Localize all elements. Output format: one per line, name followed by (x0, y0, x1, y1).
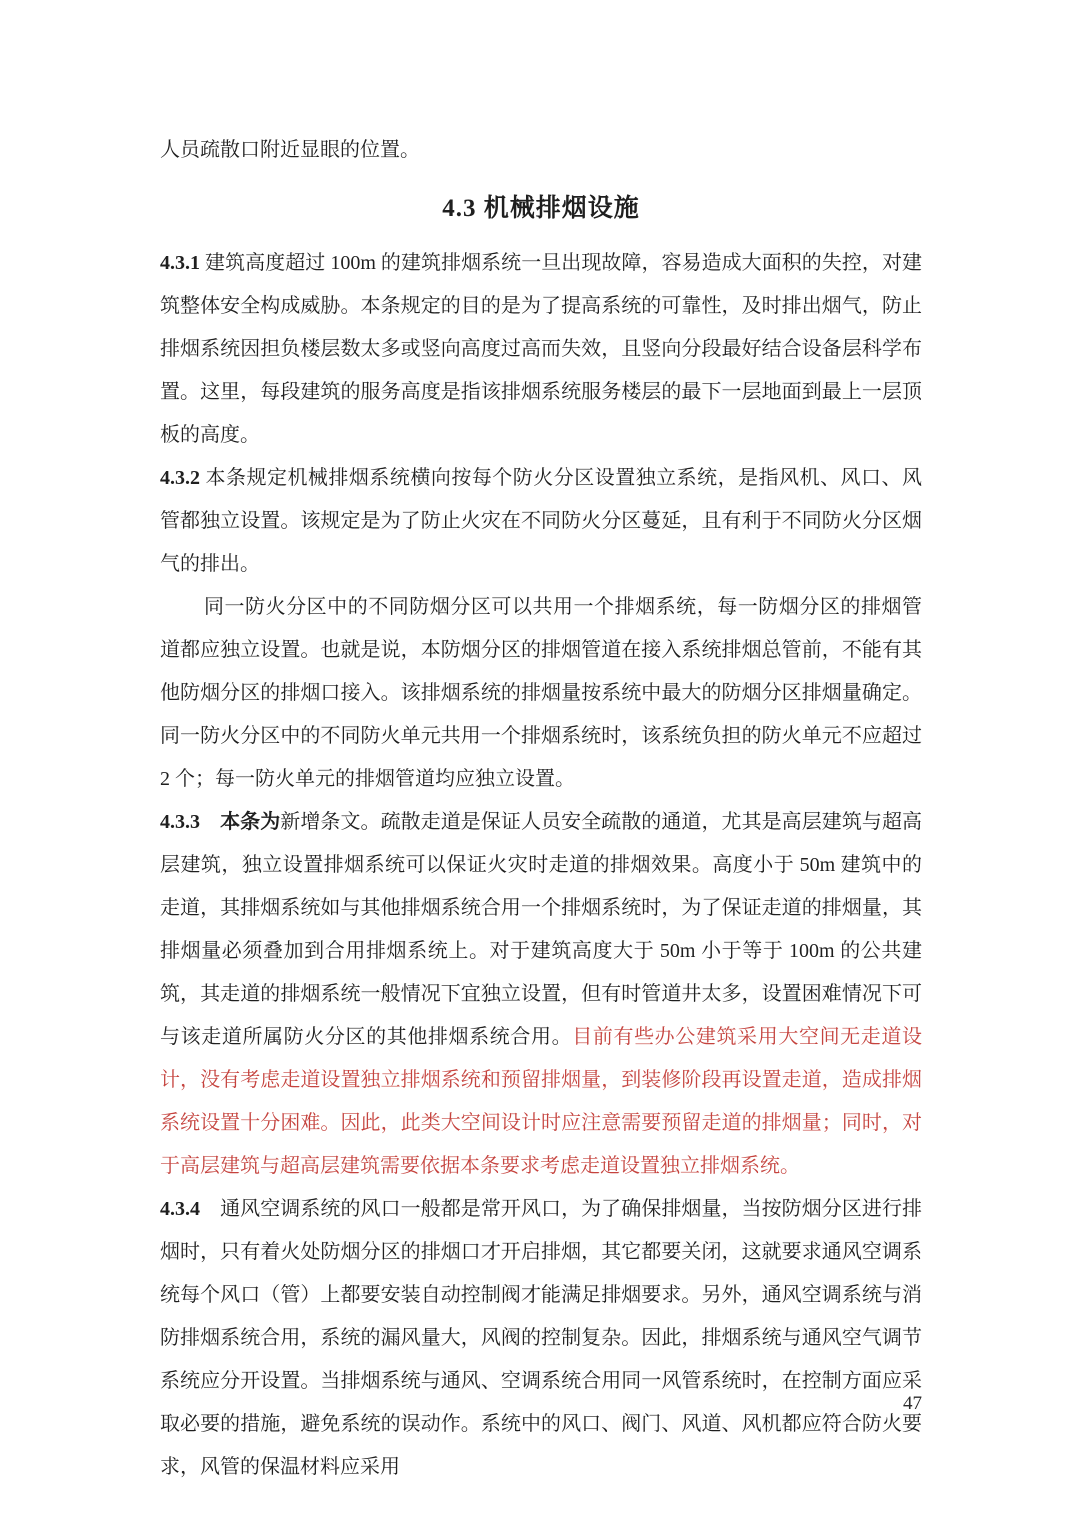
body-text: 建筑高度超过 100m 的建筑排烟系统一旦出现故障，容易造成大面积的失控，对建筑整体安全构成威胁。本条规定的目的是为了提高系统的可靠性，及时排出烟气，防止排烟系统因担负楼层数太多或竖向高度过高而失效，且竖向分段最好结合设备层科学布置。这里，每段建筑的服务高度是指该排烟系统服务楼层的最下一层地面到最上一层顶板的高度。 (160, 252, 922, 446)
paragraph-continuation: 人员疏散口附近显眼的位置。 (160, 139, 420, 161)
page-number: 47 (903, 1393, 922, 1414)
paragraph (160, 1188, 922, 1489)
paragraph (160, 457, 922, 586)
clause-number: 4.3.3 (160, 811, 221, 833)
body-text: 新增条文。疏散走道是保证人员安全疏散的通道，尤其是高层建筑与超高层建筑，独立设置排烟系统可以保证火灾时走道的排烟效果。高度小于 50m 建筑中的走道，其排烟系统如与其他排烟系统合用一个排烟系统时，为了保证走道的排烟量，其排烟量必须叠加到合用排烟系统上。对于建筑高度大于 50m 小于等于 100m 的公共建筑，其走道的排烟系统一般情况下宜独立设置，但有时管道井太多，设置困难情况下可与该走道所属防火分区的其他排烟系统合用。 (160, 811, 923, 1048)
paragraph (160, 586, 922, 801)
section-heading: 4.3 机械排烟设施 (442, 195, 640, 222)
paragraphs (160, 242, 922, 1489)
body-text: 同一防火分区中的不同防烟分区可以共用一个排烟系统，每一防烟分区的排烟管道都应独立设置。也就是说，本防烟分区的排烟管道在接入系统排烟总管前，不能有其他防烟分区的排烟口接入。该排烟系统的排烟量按系统中最大的防烟分区排烟量确定。同一防火分区中的不同防火单元共用一个排烟系统时，该系统负担的防火单元不应超过 2 个；每一防火单元的排烟管道均应独立设置。 (160, 596, 922, 790)
emphasis-red-text: 目前有些办公建筑采用大空间无走道设计，没有考虑走道设置独立排烟系统和预留排烟量，到装修阶段再设置走道，造成排烟系统设置十分困难。因此，此类大空间设计时应注意需要预留走道的排烟量；同时，对于高层建筑与超高层建筑需要依据本条要求考虑走道设置独立排烟系统。 (160, 1026, 923, 1177)
clause-number: 4.3.4 (160, 1198, 221, 1220)
clause-number: 本条为 (220, 811, 281, 833)
body-text: 通风空调系统的风口一般都是常开风口，为了确保排烟量，当按防烟分区进行排烟时，只有着火处防烟分区的排烟口才开启排烟，其它都要关闭，这就要求通风空调系统每个风口（管）上都要安装自动控制阀才能满足排烟要求。另外，通风空调系统与消防排烟系统合用，系统的漏风量大，风阀的控制复杂。因此，排烟系统与通风空气调节系统应分开设置。当排烟系统与通风、空调系统合用同一风管系统时，在控制方面应采取必要的措施，避免系统的误动作。系统中的风口、阀门、风道、风机都应符合防火要求，风管的保温材料应采用 (160, 1198, 923, 1478)
paragraph (160, 801, 922, 1188)
clause-number: 4.3.2 (160, 467, 206, 489)
body-text: 本条规定机械排烟系统横向按每个防火分区设置独立系统，是指风机、风口、风管都独立设置。该规定是为了防止火灾在不同防火分区蔓延，且有利于不同防火分区烟气的排出。 (160, 467, 923, 575)
paragraph (160, 242, 922, 457)
clause-number: 4.3.1 (160, 252, 206, 274)
